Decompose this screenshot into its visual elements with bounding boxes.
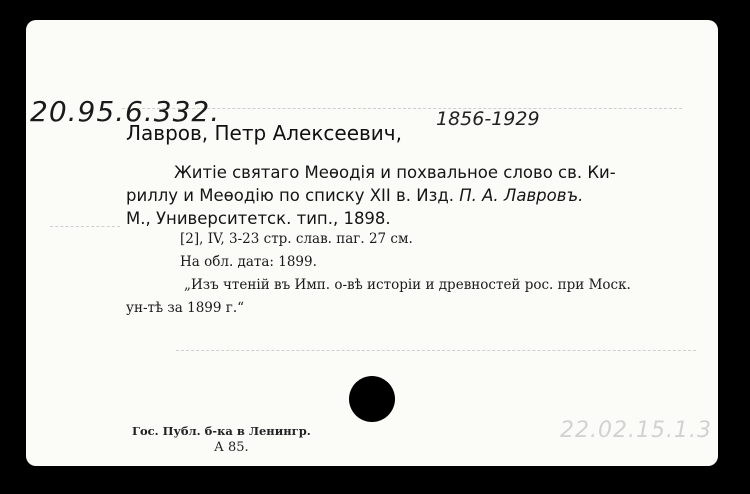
note-line-1: „Изъ чтеній въ Имп. о-вѣ исторіи и древностей рос. при Моск. <box>184 277 631 293</box>
stamp-code: А 85. <box>214 440 249 455</box>
call-number: 20.95.6.332. <box>30 95 221 128</box>
note-line-2: ун-тѣ за 1899 г.“ <box>126 300 245 316</box>
title-line-2-text: риллу и Меѳодію по списку XII в. Изд. <box>126 186 454 205</box>
title-line-1: Житіе святаго Меѳодія и похвальное слово св. Ки- <box>174 163 616 182</box>
faded-inventory-mark: 22.02.15.1.3 <box>560 418 712 443</box>
punch-hole <box>349 376 395 422</box>
faded-rule-lower <box>176 350 696 351</box>
author-years: 1856-1929 <box>436 108 540 130</box>
catalog-card <box>26 20 718 466</box>
collation: [2], IV, 3-23 стр. слав. паг. 27 см. <box>180 231 413 247</box>
editor-name: П. А. Лавровъ. <box>459 186 584 205</box>
library-stamp: Гос. Публ. б-ка в Ленингр. <box>132 424 311 438</box>
cover-date: На обл. дата: 1899. <box>180 254 317 270</box>
title-line-3: М., Университетск. тип., 1898. <box>126 209 391 228</box>
title-line-2 <box>126 186 583 205</box>
author-heading: Лавров, Петр Алексеевич, <box>126 121 402 145</box>
faded-rule-left <box>50 226 120 227</box>
